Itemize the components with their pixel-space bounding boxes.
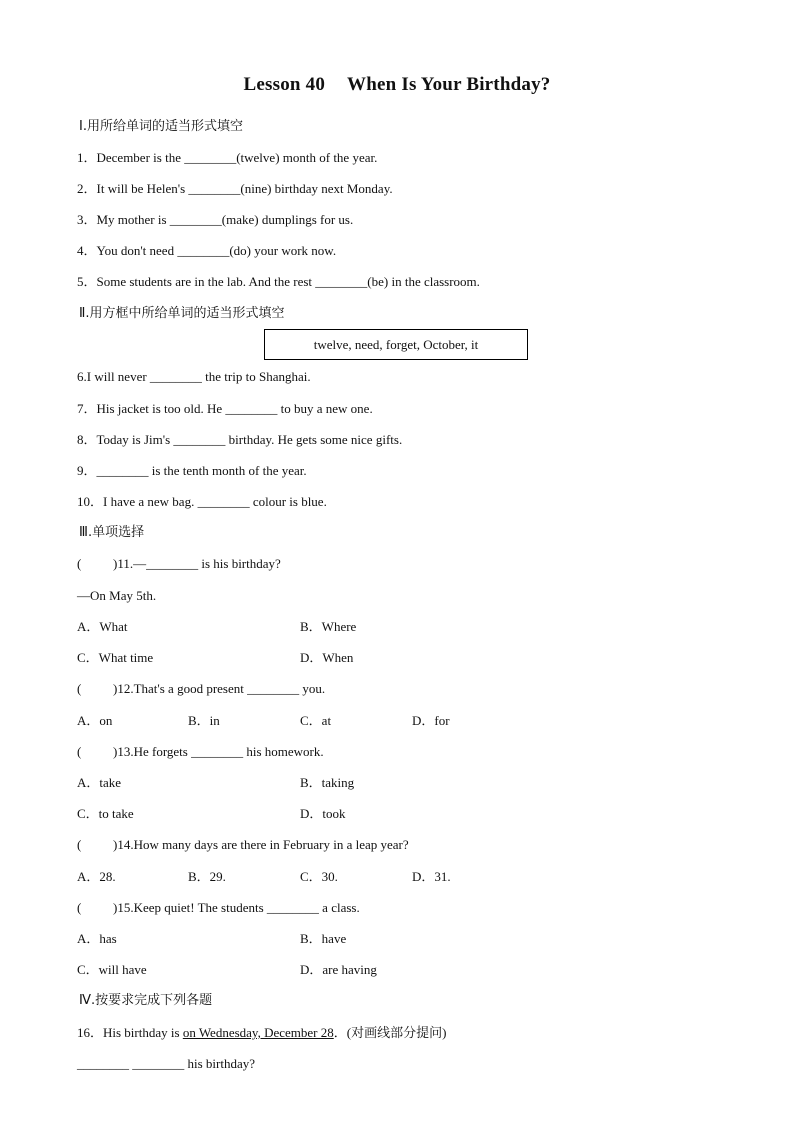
question-11 [77,555,281,573]
answer-paren-open: ( [77,837,82,852]
q15-option-b: B．have [300,931,347,946]
page-title [0,74,794,96]
question-16-prefix: 16．His birthday is [77,1025,183,1040]
section-4-heading: Ⅳ.按要求完成下列各题 [79,993,213,1008]
word-box: twelve, need, forget, October, it [264,329,528,360]
section-3-heading: Ⅲ.单项选择 [79,525,145,540]
question-16-underlined: on Wednesday, December 28 [182,1025,334,1040]
question-12-text: )12.That's a good present ________ you. [113,681,326,696]
q11-option-b: B．Where [300,619,357,634]
question-7: 7．His jacket is too old. He ________ to buy a new one. [77,401,373,416]
q11-option-d: D．When [300,650,354,665]
q14-option-d: D．31. [412,869,451,884]
question-14-text: )14.How many days are there in February in a leap year? [113,837,409,852]
question-8: 8．Today is Jim's ________ birthday. He gets some nice gifts. [77,432,403,447]
q15-option-d: D．are having [300,962,377,977]
question-4: 4．You don't need ________(do) your work now. [77,243,337,258]
q14-option-c: C．30. [300,869,338,884]
question-9: 9．________ is the tenth month of the year. [77,463,307,478]
q13-option-c: C．to take [77,806,134,821]
question-5: 5．Some students are in the lab. And the rest ________(be) in the classroom. [77,274,480,289]
q13-option-b: B．taking [300,775,355,790]
q14-option-b: B．29. [188,869,226,884]
question-14 [77,836,409,854]
answer-paren-open: ( [77,900,82,915]
question-6: 6.I will never ________ the trip to Shanghai. [77,369,311,384]
question-16-answer-line: ________ ________ his birthday? [77,1056,256,1071]
question-1: 1．December is the ________(twelve) month of the year. [77,150,378,165]
section-1-heading: Ⅰ.用所给单词的适当形式填空 [79,119,243,134]
q11-option-c: C．What time [77,650,154,665]
question-10: 10．I have a new bag. ________ colour is blue. [77,494,327,509]
answer-paren-open: ( [77,556,82,571]
title-lesson: Lesson 40 [243,74,326,95]
q11-option-a: A．What [77,619,128,634]
question-2: 2．It will be Helen's ________(nine) birthday next Monday. [77,181,393,196]
answer-paren-open: ( [77,681,82,696]
q15-option-a: A．has [77,931,117,946]
question-11-text: )11.—________ is his birthday? [113,556,281,571]
question-12 [77,680,325,698]
question-3: 3．My mother is ________(make) dumplings for us. [77,212,354,227]
question-16-suffix: ．(对画线部分提问) [333,1025,447,1040]
question-15-text: )15.Keep quiet! The students ________ a class. [113,900,360,915]
q12-option-a: A．on [77,713,113,728]
title-topic: When Is Your Birthday? [347,74,551,95]
q13-option-a: A．take [77,775,122,790]
q15-option-c: C．will have [77,962,147,977]
q13-option-d: D．took [300,806,346,821]
question-15 [77,899,360,917]
question-13-text: )13.He forgets ________ his homework. [113,744,324,759]
q12-option-d: D．for [412,713,450,728]
q14-option-a: A．28. [77,869,116,884]
question-13 [77,743,324,761]
question-16 [77,1024,446,1042]
question-11-answer: —On May 5th. [77,588,157,603]
q12-option-b: B．in [188,713,220,728]
answer-paren-open: ( [77,744,82,759]
q12-option-c: C．at [300,713,332,728]
section-2-heading: Ⅱ.用方框中所给单词的适当形式填空 [79,306,285,321]
